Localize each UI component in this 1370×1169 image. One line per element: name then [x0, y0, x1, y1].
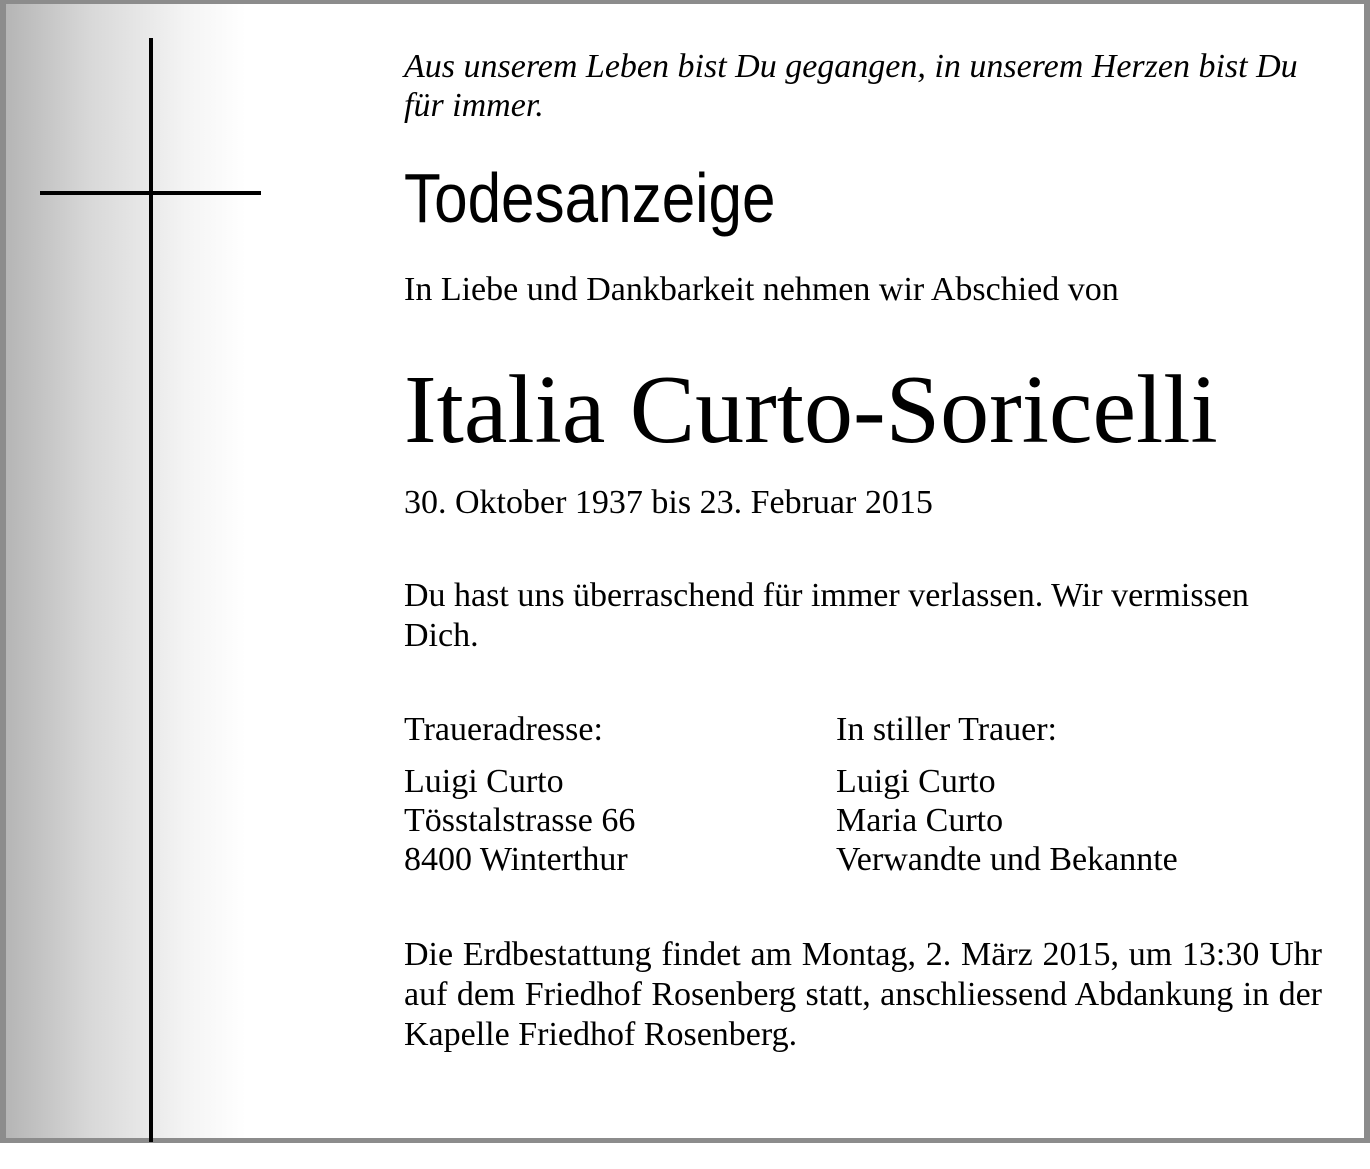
mourners-label: In stiller Trauer:	[836, 711, 1057, 748]
intro-text: In Liebe und Dankbarkeit nehmen wir Abschied von	[404, 271, 1119, 308]
mourners-block	[836, 710, 1178, 879]
farewell-message: Du hast uns überraschend für immer verlassen. Wir vermissen Dich.	[404, 577, 1249, 654]
mourner-line: Maria Curto	[836, 802, 1004, 839]
mourning-address-block	[404, 710, 635, 879]
mourning-address-label: Traueradresse:	[404, 711, 603, 748]
notice-heading: Todesanzeige	[404, 159, 776, 237]
life-dates: 30. Oktober 1937 bis 23. Februar 2015	[404, 484, 933, 521]
motto-text: Aus unserem Leben bist Du gegangen, in unserem Herzen bist Du für immer.	[404, 48, 1298, 124]
mourning-address-line: 8400 Winterthur	[404, 841, 628, 878]
mourner-line: Luigi Curto	[836, 763, 996, 800]
cross-vertical-beam	[149, 38, 153, 1142]
mourning-address-line: Luigi Curto	[404, 763, 564, 800]
mourning-address-line: Tösstalstrasse 66	[404, 802, 636, 839]
mourner-line: Verwandte und Bekannte	[836, 841, 1178, 878]
deceased-name: Italia Curto-Soricelli	[404, 356, 1218, 464]
cross-horizontal-beam	[40, 191, 261, 195]
funeral-details: Die Erdbestattung findet am Montag, 2. März 2015, um 13:30 Uhr auf dem Friedhof Rosenberg statt, anschliessend Abdankung in der Kapelle Friedhof Rosenberg.	[404, 936, 1322, 1053]
side-gradient-panel	[6, 4, 246, 1138]
